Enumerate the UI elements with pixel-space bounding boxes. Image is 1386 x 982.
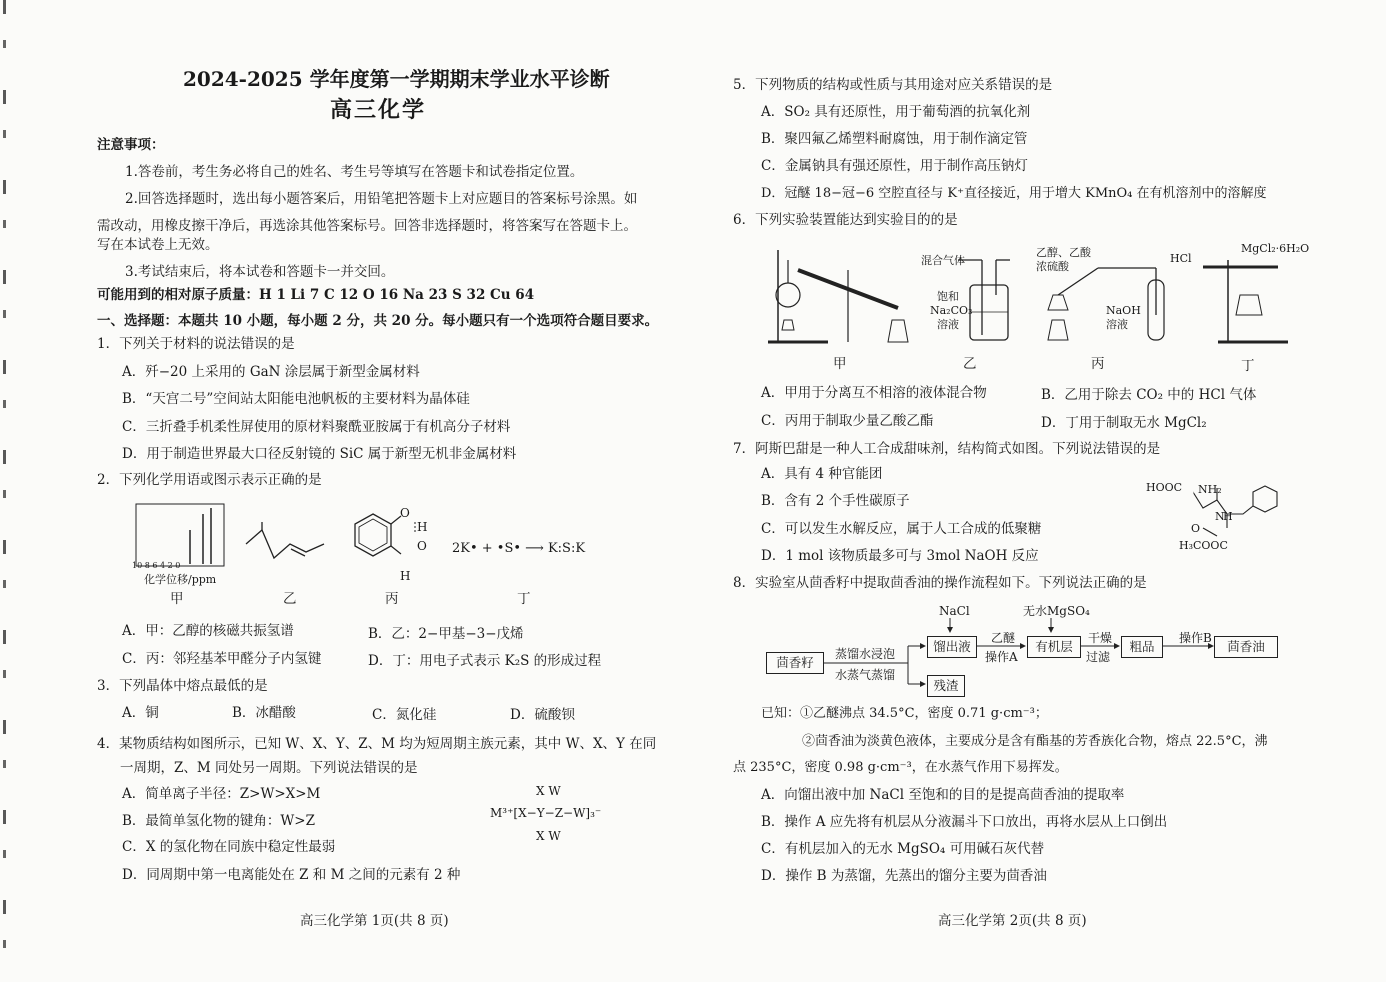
q6-option-b: B．乙用于除去 CO₂ 中的 HCl 气体 xyxy=(1041,387,1257,403)
fig-label-yi: 乙 xyxy=(283,591,297,607)
q6-option-c: C．丙用于制取少量乙酸乙酯 xyxy=(761,413,934,429)
q4-stem-line1: 4．某物质结构如图所示，已知 W、X、Y、Z、M 均为短周期主族元素，其中 W、X、Y 在同 xyxy=(97,736,657,752)
q6-apparatus-figure xyxy=(758,240,1298,350)
fig-label-bing: 丙 xyxy=(385,591,399,607)
flow-opB: 操作B xyxy=(1179,631,1212,645)
q4-struct-bottom: X W xyxy=(536,829,561,843)
q6-option-a: A．甲用于分离互不相溶的液体混合物 xyxy=(761,385,987,401)
q5-option-d: D．冠醚 18−冠−6 空腔直径与 K⁺直径接近，用于增大 KMnO₄ 在有机溶剂中的溶解度 xyxy=(761,186,1267,201)
q6-fig-jia: 甲 xyxy=(833,356,847,372)
flow-opA: 操作A xyxy=(985,650,1018,664)
flow-step1a: 蒸馏水浸泡 xyxy=(835,647,896,661)
q5-option-b: B．聚四氟乙烯塑料耐腐蚀，用于制作滴定管 xyxy=(761,131,1028,147)
flow-dry: 干燥 xyxy=(1088,631,1113,645)
q7-n: N xyxy=(1215,510,1225,523)
fig-label-jia: 甲 xyxy=(170,591,184,607)
aldehyde-h: H xyxy=(400,569,411,583)
q6-label-naoh2: 溶液 xyxy=(1106,318,1128,331)
q7-h: H xyxy=(1223,510,1233,523)
q6-fig-yi: 乙 xyxy=(963,356,977,372)
q7-option-d: D．1 mol 该物质最多可与 3mol NaOH 反应 xyxy=(761,548,1039,564)
q1-option-b: B．“天宫二号”空间站太阳能电池帆板的主要材料为晶体硅 xyxy=(122,391,470,407)
notice-line: 1.答卷前，考生务必将自己的姓名、考生号等填写在答题卡和试卷指定位置。 xyxy=(125,164,584,180)
q1-option-c: C．三折叠手机柔性屏使用的原材料聚酰亚胺属于有机高分子材料 xyxy=(122,419,511,435)
page-1 xyxy=(0,0,690,982)
hbond-o-top: O xyxy=(400,506,410,520)
q7-o: O xyxy=(1191,522,1201,535)
page-footer: 高三化学第 1页(共 8 页) xyxy=(300,913,449,929)
q4-option-d: D．同周期中第一电离能处在 Z 和 M 之间的元素有 2 种 xyxy=(122,867,461,883)
q2-option-c: C．丙：邻羟基苯甲醛分子内氢键 xyxy=(122,651,322,667)
q4-struct-main: M³⁺[X−Y−Z−W]₃⁻ xyxy=(490,806,602,820)
q3-stem: 3．下列晶体中熔点最低的是 xyxy=(97,678,268,694)
flow-box-seed: 茴香籽 xyxy=(766,652,824,674)
q4-option-b: B．最简单氢化物的键角：W>Z xyxy=(122,813,315,829)
q4-struct-top: X W xyxy=(536,784,561,798)
flow-box-oil: 茴香油 xyxy=(1214,636,1278,658)
notice-line: 3.考试结束后，将本试卷和答题卡一并交回。 xyxy=(125,264,395,280)
notice-line: 2.回答选择题时，选出每小题答案后，用铅笔把答题卡上对应题目的答案标号涂黑。如 xyxy=(125,191,638,207)
hbond-h: H xyxy=(417,520,428,534)
q8-option-b: B．操作 A 应先将有机层从分液漏斗下口放出，再将水层从上口倒出 xyxy=(761,814,1168,830)
q6-fig-ding: 丁 xyxy=(1241,358,1255,374)
q1-option-a: A．歼−20 上采用的 GaN 涂层属于新型金属材料 xyxy=(122,364,420,380)
q4-option-a: A．简单离子半径：Z>W>X>M xyxy=(122,786,321,802)
q7-option-b: B．含有 2 个手性碳原子 xyxy=(761,493,910,509)
q8-known-2: ②茴香油为淡黄色液体，主要成分是含有酯基的芳香族化合物，熔点 22.5°C，沸 xyxy=(802,734,1268,749)
flow-step1b: 水蒸气蒸馏 xyxy=(835,668,896,682)
page-2 xyxy=(693,0,1386,982)
q3-option-d: D．硫酸钡 xyxy=(510,707,575,723)
q2-option-d: D．丁：用电子式表示 K₂S 的形成过程 xyxy=(368,653,602,669)
q8-option-d: D．操作 B 为蒸馏，先蒸出的馏分主要为茴香油 xyxy=(761,868,1047,884)
q6-label-mgcl: MgCl₂·6H₂O xyxy=(1241,242,1310,255)
page-footer: 高三化学第 2页(共 8 页) xyxy=(938,913,1087,929)
q6-label-sat3: 溶液 xyxy=(937,318,959,331)
flow-box-organic: 有机层 xyxy=(1027,636,1081,658)
q7-option-a: A．具有 4 种官能团 xyxy=(761,466,883,482)
q4-stem-line2: 一周期，Z、M 同处另一周期。下列说法错误的是 xyxy=(120,760,418,776)
q7-hooc: HOOC xyxy=(1146,481,1183,494)
q3-option-b: B．冰醋酸 xyxy=(232,705,296,721)
q5-option-a: A．SO₂ 具有还原性，用于葡萄酒的抗氧化剂 xyxy=(761,104,1031,120)
exam-title: 2024-2025 学年度第一学期期末学业水平诊断 xyxy=(183,67,610,91)
q8-option-a: A．向馏出液中加 NaCl 至饱和的目的是提高茴香油的提取率 xyxy=(761,787,1125,803)
q2-option-a: A．甲：乙醇的核磁共振氢谱 xyxy=(122,623,294,639)
q2-electron-formula: 2K• + •S• ⟶ K:S:K xyxy=(452,541,586,556)
hbond-o-bottom: O xyxy=(417,539,427,553)
q7-stem: 7．阿斯巴甜是一种人工合成甜味剂，结构简式如图。下列说法错误的是 xyxy=(733,441,1161,457)
q3-option-c: C．氮化硅 xyxy=(372,707,437,723)
q6-label-acid: 浓硫酸 xyxy=(1036,260,1069,273)
flow-filter: 过滤 xyxy=(1086,650,1111,664)
q6-label-naoh1: NaOH xyxy=(1106,304,1141,317)
q5-option-c: C．金属钠具有强还原性，用于制作高压钠灯 xyxy=(761,158,1028,174)
q6-label-mixed-gas: 混合气体 xyxy=(921,254,965,267)
fig-label-ding: 丁 xyxy=(517,591,531,607)
scan-edge-marks xyxy=(3,0,6,982)
subject-title: 高三化学 xyxy=(330,97,427,123)
q2-figure-skeletal xyxy=(242,522,332,570)
q8-known-3: 点 235°C，密度 0.98 g·cm⁻³，在水蒸气作用下易挥发。 xyxy=(733,760,1068,775)
q6-option-d: D．丁用于制取无水 MgCl₂ xyxy=(1041,415,1207,431)
section-heading: 一、选择题：本题共 10 小题，每小题 2 分，共 20 分。每小题只有一个选项符合题目要求。 xyxy=(97,313,659,329)
flow-mgso4: 无水MgSO₄ xyxy=(1023,604,1090,618)
flow-box-distillate: 馏出液 xyxy=(927,636,977,658)
q5-stem: 5．下列物质的结构或性质与其用途对应关系错误的是 xyxy=(733,77,1053,93)
q8-option-c: C．有机层加入的无水 MgSO₄ 可用碱石灰代替 xyxy=(761,841,1045,857)
q6-label-hcl: HCl xyxy=(1170,252,1192,265)
q3-option-a: A．铜 xyxy=(122,705,159,721)
q6-fig-bing: 丙 xyxy=(1091,356,1105,372)
q7-nh2: NH₂ xyxy=(1198,483,1222,496)
notice-heading: 注意事项： xyxy=(97,137,165,153)
nmr-ticks: 10 8 6 4 2 0 xyxy=(132,561,181,570)
q2-figure-benzaldehyde xyxy=(345,508,428,574)
q6-label-sat1: 饱和 xyxy=(937,290,959,303)
notice-line: 写在本试卷上无效。 xyxy=(97,237,219,253)
q8-known-1: 已知：①乙醚沸点 34.5°C，密度 0.71 g·cm⁻³； xyxy=(761,706,1048,721)
flow-nacl: NaCl xyxy=(939,604,970,618)
flow-ether: 乙醚 xyxy=(991,631,1016,645)
q2-stem: 2．下列化学用语或图示表示正确的是 xyxy=(97,472,322,488)
atomic-masses: 可能用到的相对原子质量：H 1 Li 7 C 12 O 16 Na 23 S 32 Cu 64 xyxy=(97,287,535,303)
q7-h3cooc: H₃COOC xyxy=(1179,539,1228,552)
q4-option-c: C．X 的氢化物在同族中稳定性最弱 xyxy=(122,839,336,855)
q8-stem: 8．实验室从茴香籽中提取茴香油的操作流程如下。下列说法正确的是 xyxy=(733,575,1147,591)
q7-option-c: C．可以发生水解反应，属于人工合成的低聚糖 xyxy=(761,521,1042,537)
nmr-axis-label: 化学位移/ppm xyxy=(144,573,217,586)
q1-option-d: D．用于制造世界最大口径反射镜的 SiC 属于新型无机非金属材料 xyxy=(122,446,517,462)
flow-box-crude: 粗品 xyxy=(1121,636,1163,658)
q6-label-reagents: 乙醇、乙酸 xyxy=(1036,246,1091,259)
q6-stem: 6．下列实验装置能达到实验目的的是 xyxy=(733,212,958,228)
q6-label-sat2: Na₂CO₃ xyxy=(930,304,973,317)
notice-line: 需改动，用橡皮擦干净后，再选涂其他答案标号。回答非选择题时，将答案写在答题卡上。 xyxy=(97,218,637,234)
q2-option-b: B．乙：2−甲基−3−戊烯 xyxy=(368,626,524,642)
q1-stem: 1．下列关于材料的说法错误的是 xyxy=(97,336,295,352)
flow-box-residue: 残渣 xyxy=(927,675,965,697)
